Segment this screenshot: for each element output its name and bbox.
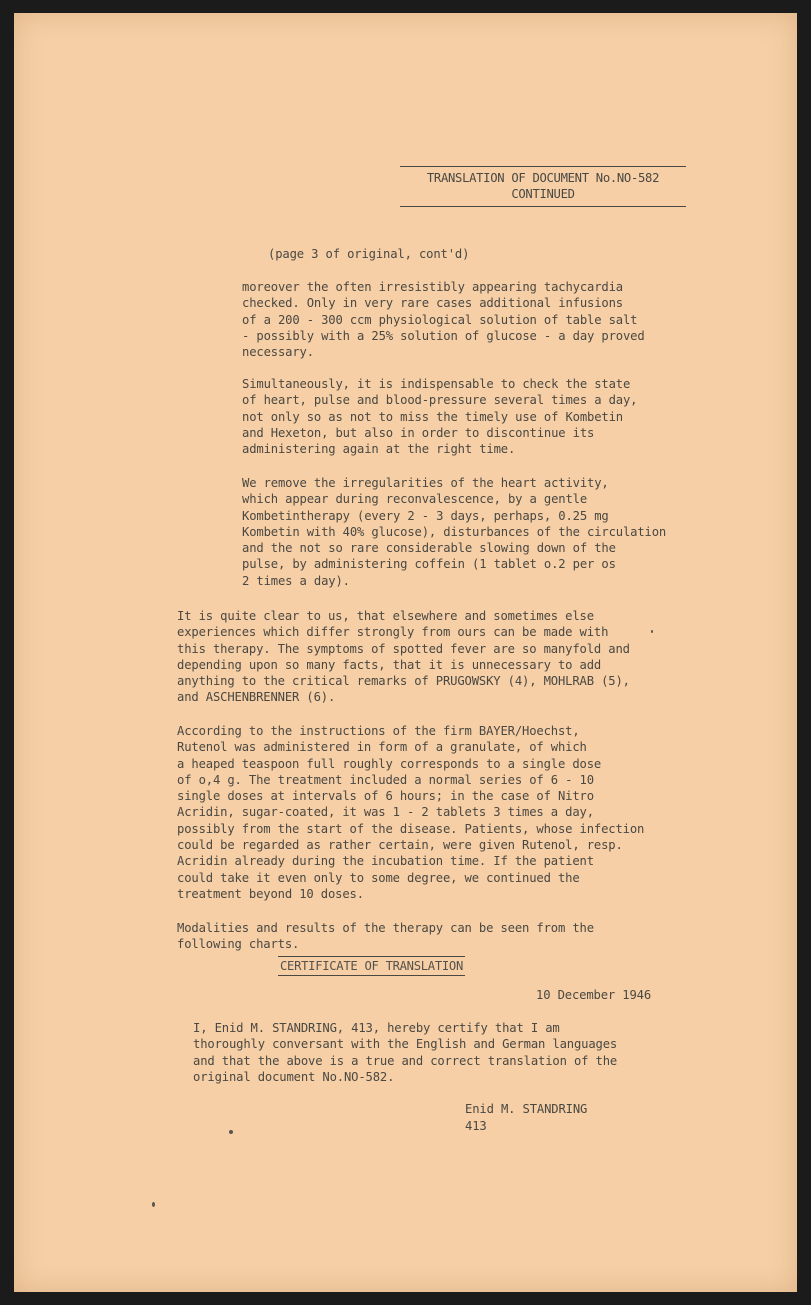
signature-name: Enid M. STANDRING bbox=[465, 1102, 588, 1116]
certificate-body: I, Enid M. STANDRING, 413, hereby certify that I am thoroughly conversant with the English and German languages and that the above is a true and correct translation of the original document No.NO-582. bbox=[193, 1021, 618, 1084]
ink-speck bbox=[229, 1130, 233, 1134]
paragraph-5: According to the instructions of the firm BAYER/Hoechst, Rutenol was administered in form of a granulate, of which a heaped teaspoon full roughly corresponds to a single dose of o,4 g. The treatment included a normal series of 6 - 10 single doses at intervals of 6 hours; in the case of Nitro Acridin, sugar-coated, it was 1 - 2 tablets 3 times a day, possibly from the start of the disease. Patients, whose infection could be regarded as rather certain, were given Rutenol, resp. Acridin already during the incubation time. If the patient could take it even only to some degree, we continued the treatment beyond 10 doses. bbox=[177, 724, 645, 901]
translation-header bbox=[400, 166, 686, 207]
signature-number: 413 bbox=[465, 1119, 487, 1133]
header-subtitle: CONTINUED bbox=[511, 187, 575, 201]
page-reference: (page 3 of original, cont'd) bbox=[268, 247, 470, 261]
certificate-date: 10 December 1946 bbox=[536, 988, 651, 1002]
ink-speck bbox=[152, 1202, 155, 1207]
paragraph-2: Simultaneously, it is indispensable to check the state of heart, pulse and blood-pressure several times a day, not only so as not to miss the timely use of Kombetin and Hexeton, but also in order to discontinue its administering again at the right time. bbox=[242, 377, 638, 457]
paragraph-4: It is quite clear to us, that elsewhere and sometimes else experiences which differ strongly from ours can be made with this therapy. The symptoms of spotted fever are so manyfold and depending upon so many facts, that it is unnecessary to add anything to the critical remarks of PRUGOWSKY (4), MOHLRAB (5), and ASCHENBRENNER (6). bbox=[177, 609, 630, 705]
paragraph-3: We remove the irregularities of the heart activity, which appear during reconvalescence, by a gentle Kombetintherapy (every 2 - 3 days, perhaps, 0.25 mg Kombetin with 40% glucose), disturbances of the circulation and the not so rare considerable slowing down of the pulse, by administering coffein (1 tablet o.2 per os 2 times a day). bbox=[242, 476, 667, 588]
paragraph-6: Modalities and results of the therapy can be seen from the following charts. bbox=[177, 921, 594, 952]
paragraph-1: moreover the often irresistibly appearing tachycardia checked. Only in very rare cases additional infusions of a 200 - 300 ccm physiological solution of table salt - possibly with a 25% solution of glucose - a day proved necessary. bbox=[242, 280, 645, 360]
ink-speck bbox=[651, 630, 653, 633]
certificate-title: CERTIFICATE OF TRANSLATION bbox=[278, 956, 465, 976]
header-title: TRANSLATION OF DOCUMENT No.NO-582 bbox=[426, 171, 660, 185]
